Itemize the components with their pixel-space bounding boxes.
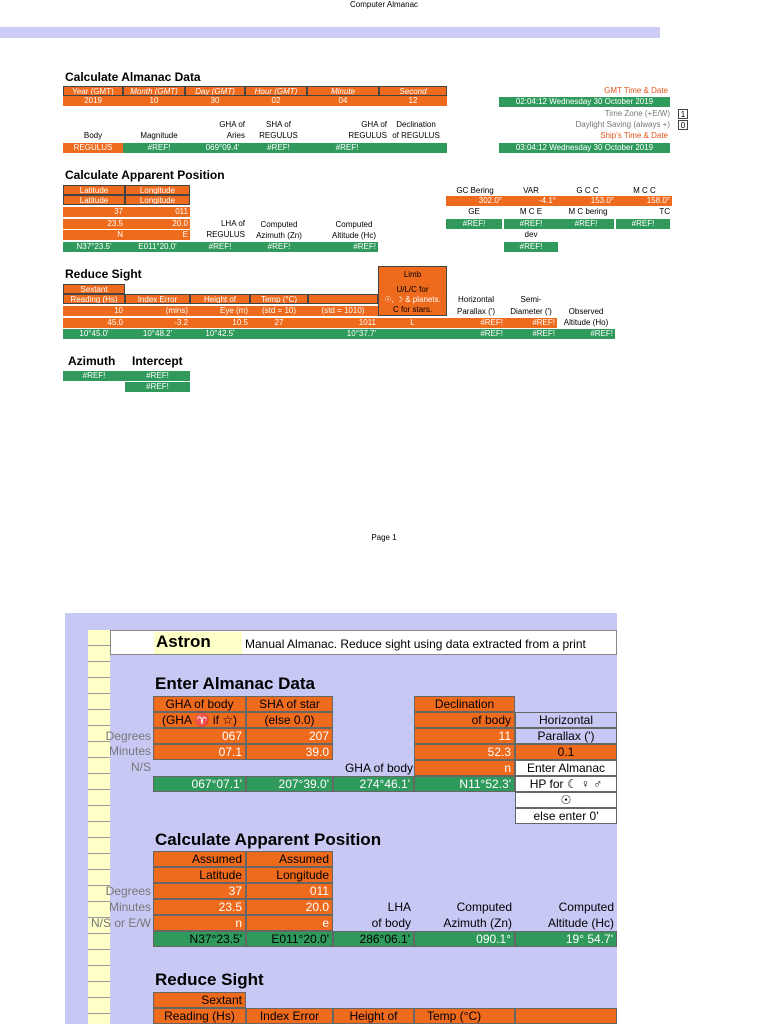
computed-altitude-value: #REF! <box>308 242 378 252</box>
gc-bering-label: GC Bering <box>456 186 494 195</box>
hp-label-2: Parallax (') <box>457 307 495 316</box>
month-label: Month (GMT) <box>123 86 185 96</box>
sha-result: 207°39.0' <box>246 776 333 792</box>
observed-altitude-value: #REF! <box>557 329 615 339</box>
computed-az-label-b: Azimuth (Zn) <box>443 916 512 930</box>
index-error-unit: (mins) <box>125 306 190 316</box>
mce-value: #REF! <box>504 219 558 229</box>
latitude-header: Latitude <box>153 867 246 883</box>
sd-label-2: Diameter (') <box>510 307 552 316</box>
page-header-title: Computer Almanac <box>349 0 419 9</box>
azimuth-value: #REF! <box>63 371 125 381</box>
gha-regulus-label-1: GHA of <box>361 120 387 129</box>
hs-minutes-input[interactable]: 45.0 <box>63 318 125 328</box>
intercept-heading: Intercept <box>132 354 183 368</box>
dec-ns-input[interactable]: n <box>414 760 515 776</box>
hour-label: Hour (GMT) <box>245 86 307 96</box>
day-label: Day (GMT) <box>185 86 245 96</box>
hp-header-1: Horizontal <box>515 712 617 728</box>
lha-result: 286°06.1' <box>333 931 414 947</box>
index-error-label: Index Error <box>125 294 190 304</box>
limb-label-2: U/L/C for <box>396 285 429 294</box>
ge-value: #REF! <box>446 219 502 229</box>
year-label: Year (GMT) <box>63 86 123 96</box>
sha-label-2: REGULUS <box>259 131 298 140</box>
computed-azimuth-label-2: Azimuth (Zn) <box>256 231 302 240</box>
ho-label-2: Altitude (Ho) <box>563 318 609 327</box>
declination-label-1: Declination <box>396 120 436 129</box>
reduce-heading-2: Reduce Sight <box>155 970 264 989</box>
gcc-label: G C C <box>576 186 599 195</box>
longitude-header: Longitude <box>246 867 333 883</box>
page-footer: Page 1 <box>371 533 397 542</box>
lon-degrees-input-2[interactable]: 011 <box>246 883 333 899</box>
gha-result: 067°07.1' <box>153 776 246 792</box>
declination-label-2: of REGULUS <box>392 131 440 140</box>
gha-body-result: 274°46.1' <box>333 776 414 792</box>
hp-label-1: Horizontal <box>457 295 494 304</box>
gha-regulus-label-2: REGULUS <box>348 131 387 140</box>
apparent-heading: Calculate Apparent Position <box>65 168 225 182</box>
limb-label-4: C for stars. <box>392 305 433 314</box>
computed-az-label-a: Computed <box>456 900 512 914</box>
minutes-label: Minutes <box>108 744 151 758</box>
temp-label: Temp (°C) <box>250 294 308 304</box>
pressure-header <box>308 294 378 304</box>
enter-almanac-note: Enter Almanac <box>515 760 617 776</box>
lon-header-1: Longitude <box>125 185 190 195</box>
else-enter-note: else enter 0' <box>515 808 617 824</box>
intercept-value-2: #REF! <box>125 382 190 392</box>
sha-value: #REF! <box>250 143 307 153</box>
gha-degrees-input[interactable]: 067 <box>153 728 246 744</box>
sha-minutes-input[interactable]: 39.0 <box>246 744 333 760</box>
height-eye-unit: Eye (m) <box>190 306 250 316</box>
height-eye-input[interactable]: 10.5 <box>190 318 250 328</box>
sha-label-1: SHA of <box>266 120 291 129</box>
sheet-subtitle: Manual Almanac. Reduce sight using data extracted from a print <box>245 637 586 651</box>
lat-ns-input[interactable]: N <box>63 230 125 240</box>
lon-header-2: Longitude <box>125 195 190 205</box>
ship-time-value: 03:04:12 Wednesday 30 October 2019 <box>499 143 670 153</box>
sha-degrees-input[interactable]: 207 <box>246 728 333 744</box>
lat-header-1: Latitude <box>63 185 125 195</box>
limb-result <box>378 329 447 339</box>
sheet-title: Astron <box>154 632 242 654</box>
lon-minutes-input[interactable]: 20.0 <box>125 219 190 229</box>
dev-value: #REF! <box>504 242 558 252</box>
dec-result: N11°52.3' <box>414 776 515 792</box>
ge-label: GE <box>468 207 480 216</box>
lon-minutes-input-2[interactable]: 20.0 <box>246 899 333 915</box>
pressure-header-2 <box>515 1008 617 1024</box>
hp-for-note: HP for ☾ ♀ ♂ <box>515 776 617 792</box>
gha-body-header-1: GHA of body <box>153 696 246 712</box>
declination-value <box>387 143 447 153</box>
refraction-result: 10°37.7' <box>308 329 378 339</box>
lon-result-2: E011°20.0' <box>246 931 333 947</box>
hour-input[interactable]: 02 <box>245 96 307 106</box>
sextant-label: Sextant <box>63 284 125 294</box>
dec-minutes-input[interactable]: 52.3 <box>414 744 515 760</box>
timezone-label: Time Zone (+E/W) <box>604 109 670 118</box>
lha-value: #REF! <box>190 242 250 252</box>
index-error-header: Index Error <box>246 1008 333 1024</box>
pressure-input[interactable]: 1011 <box>308 318 378 328</box>
intercept-value-1: #REF! <box>125 371 190 381</box>
assumed-lat-header: Assumed <box>153 851 246 867</box>
sd-result: #REF! <box>505 329 557 339</box>
lat-result-2: N37°23.5' <box>153 931 246 947</box>
gcc-value: 153.0° <box>558 196 616 206</box>
sd-label-1: Semi- <box>520 295 542 304</box>
limb-label-3: ☉, ☽ & planets. <box>384 295 441 304</box>
reading-header: Reading (Hs) <box>153 1008 246 1024</box>
ie-result: 10°48.2' <box>125 329 190 339</box>
nsew-label: N/S or E/W <box>90 916 151 930</box>
assumed-lon-header: Assumed <box>246 851 333 867</box>
magnitude-label: Magnitude <box>140 131 178 140</box>
var-label: VAR <box>523 186 539 195</box>
lha-label-b: of body <box>371 916 411 930</box>
minutes-label-2: Minutes <box>108 900 151 914</box>
dec-header-1: Declination <box>414 696 515 712</box>
mcc-value: 158.0° <box>616 196 672 206</box>
hs-degrees-input[interactable]: 10 <box>63 306 125 316</box>
gha-regulus-value: #REF! <box>307 143 387 153</box>
temp-unit: (std = 10) <box>250 306 308 316</box>
sextant-header: Sextant <box>153 992 246 1008</box>
lat-degrees-input-2[interactable]: 37 <box>153 883 246 899</box>
sha-star-header-1: SHA of star <box>246 696 333 712</box>
dec-degrees-input[interactable]: 11 <box>414 728 515 744</box>
tc-label: TC <box>659 207 670 216</box>
apparent-heading-2: Calculate Apparent Position <box>155 830 382 849</box>
index-error-input[interactable]: -3.2 <box>125 318 190 328</box>
lha-label-2: REGULUS <box>206 230 245 239</box>
degrees-label: Degrees <box>105 729 151 743</box>
gha-aries-label-1: GHA of <box>219 120 245 129</box>
second-label: Second <box>379 86 447 96</box>
ho-label-1: Observed <box>568 307 604 316</box>
pressure-unit: (std = 1010) <box>308 306 378 316</box>
lon-ew-input[interactable]: E <box>125 230 190 240</box>
mc-bering-label: M C bering <box>568 207 608 216</box>
gmt-value: 02:04:12 Wednesday 30 October 2019 <box>499 97 670 107</box>
reading-label: Reading (Hs) <box>63 294 125 304</box>
hs-result: 10°45.0' <box>63 329 125 339</box>
timezone-input[interactable]: 1 <box>678 109 688 119</box>
gha-body-header-2: (GHA ♈ if ☆) <box>153 712 246 728</box>
height-eye-label: Height of <box>190 294 250 304</box>
sha-star-header-2: (else 0.0) <box>246 712 333 728</box>
row-header-grid <box>88 630 110 1024</box>
second-input[interactable]: 12 <box>379 96 447 106</box>
lat-degrees-input[interactable]: 37 <box>63 207 125 217</box>
computed-altitude-label-1: Computed <box>335 220 373 229</box>
daylight-saving-label: Daylight Saving (always +) <box>575 120 670 129</box>
minute-label: Minute <box>307 86 379 96</box>
day-input[interactable]: 30 <box>185 96 245 106</box>
computed-azimuth-label-1: Computed <box>260 220 298 229</box>
magnitude-value: #REF! <box>123 143 195 153</box>
manual-almanac-sheet <box>65 613 617 1024</box>
var-value[interactable]: -4.1° <box>504 196 558 206</box>
lat-minutes-input[interactable]: 23.5 <box>63 219 125 229</box>
month-input[interactable]: 10 <box>123 96 185 106</box>
lon-ew-input-2[interactable]: e <box>246 915 333 931</box>
gha-minutes-input[interactable]: 07.1 <box>153 744 246 760</box>
temp-result <box>250 329 308 339</box>
dec-header-2: of body <box>414 712 515 728</box>
lha-label-1: LHA of <box>220 219 245 228</box>
body-select[interactable]: REGULUS <box>63 143 123 153</box>
temp-input[interactable]: 27 <box>250 318 308 328</box>
temp-header: Temp (°C) <box>414 1008 515 1024</box>
limb-input[interactable]: L <box>378 318 447 328</box>
sd-value: #REF! <box>505 318 557 328</box>
computed-altitude-label-2: Altitude (Hc) <box>331 231 376 240</box>
mce-label: M C E <box>519 207 543 216</box>
lha-label-a: LHA <box>387 900 411 914</box>
hp-value: #REF! <box>447 318 505 328</box>
lat-result: N37°23.5' <box>63 242 125 252</box>
mcc-label: M C C <box>633 186 656 195</box>
azimuth-result: 090.1° <box>414 931 515 947</box>
lat-minutes-input-2[interactable]: 23.5 <box>153 899 246 915</box>
year-input[interactable]: 2019 <box>63 96 123 106</box>
dip-result: 10°42.5' <box>190 329 250 339</box>
hp-header-2: Parallax (') <box>515 728 617 744</box>
hp-result: #REF! <box>447 329 505 339</box>
ship-time-label: Ship's Time & Date <box>600 131 668 140</box>
azimuth-heading: Azimuth <box>68 354 116 368</box>
computed-alt-label-a: Computed <box>558 900 614 914</box>
lon-result: E011°20.0' <box>125 242 190 252</box>
hp-input[interactable]: 0.1 <box>515 744 617 760</box>
enter-almanac-heading: Enter Almanac Data <box>155 674 315 693</box>
lat-ns-input-2[interactable]: n <box>153 915 246 931</box>
mc-bering-value: #REF! <box>558 219 614 229</box>
gmt-label: GMT Time & Date <box>604 86 668 95</box>
dev-label: dev <box>524 230 538 239</box>
gha-aries-label-2: Aries <box>226 131 245 140</box>
gha-aries-value: 069°09.4' <box>195 143 250 153</box>
lon-degrees-input[interactable]: 011 <box>125 207 190 217</box>
sun-symbol-icon: ☉ <box>515 792 617 808</box>
height-of-header: Height of <box>333 1008 414 1024</box>
reduce-heading: Reduce Sight <box>65 267 142 281</box>
lat-header-2: Latitude <box>63 195 125 205</box>
almanac-heading: Calculate Almanac Data <box>65 70 201 84</box>
altitude-result: 19° 54.7' <box>515 931 617 947</box>
limb-label-1: Limb <box>403 270 422 279</box>
tc-value: #REF! <box>616 219 670 229</box>
computed-alt-label-b: Altitude (Hc) <box>547 916 614 930</box>
minute-input[interactable]: 04 <box>307 96 379 106</box>
gha-of-body-label: GHA of body <box>344 761 413 775</box>
body-label: Body <box>83 131 103 140</box>
gc-bering-value[interactable]: 302.0° <box>446 196 504 206</box>
computed-azimuth-value: #REF! <box>250 242 308 252</box>
daylight-saving-input[interactable]: 0 <box>678 120 688 130</box>
ns-label: N/S <box>130 760 151 774</box>
header-band <box>0 27 660 38</box>
degrees-label-2: Degrees <box>105 884 151 898</box>
